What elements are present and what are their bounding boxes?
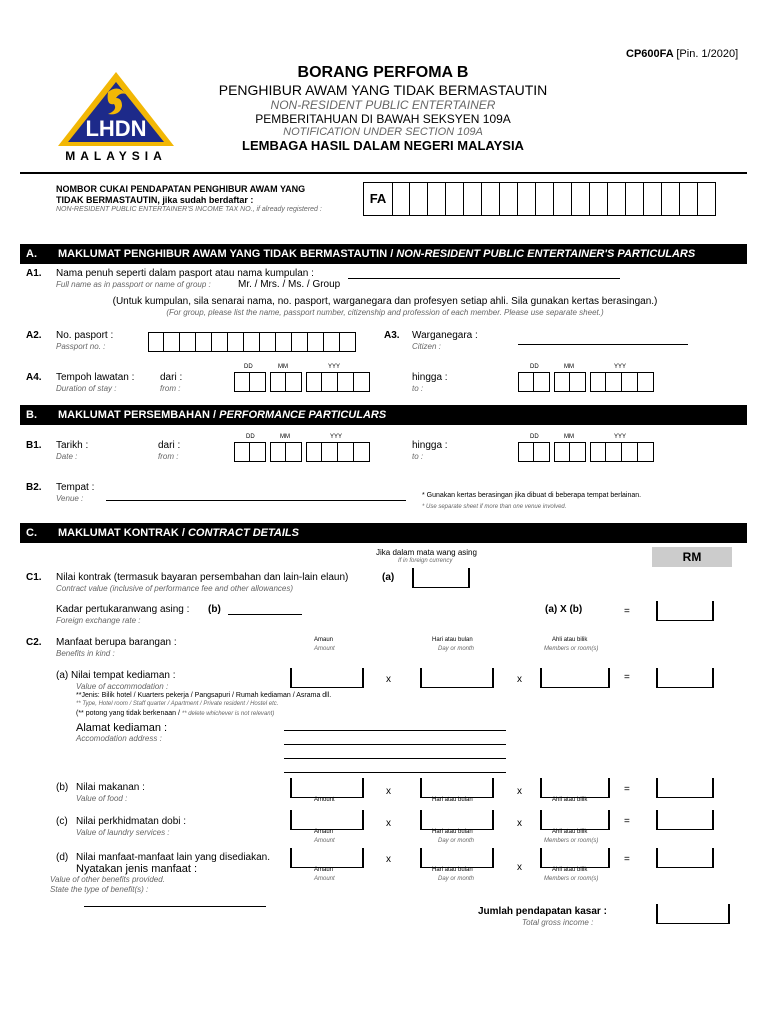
yyy-label: YYY [330,434,343,440]
yyy-label: YYY [614,364,627,370]
strike-note: (** potong yang tidak berkenaan / ** delete whichever is not relevant) [76,710,275,717]
address-line-1[interactable] [284,730,506,731]
accommodation-total-field[interactable] [656,668,714,688]
from-label-en: from : [160,384,181,393]
stay-from-date-cells[interactable] [234,372,370,392]
notice-title: PEMBERITAHUAN DI BAWAH SEKSYEN 109A [255,112,511,126]
address-label-en: Accomodation address : [76,734,162,743]
food-total-field[interactable] [656,778,714,798]
header-rule [20,172,747,174]
accommodation-type: **Jenis: Bilik hotel / Kuarters pekerja / Pangsapuri / Rumah kediaman / Asrama dll. [76,692,332,699]
laundry-total-field[interactable] [656,810,714,830]
to-label: hingga : [412,372,448,383]
amount-header-en: Amount [314,646,335,652]
a2-code: A2. [26,330,42,341]
mm-label: MM [278,364,288,370]
laundry-amount-field[interactable] [290,810,364,830]
benefit-type-line[interactable] [84,906,266,907]
mm-label: MM [564,434,574,440]
other-benefit-label: Nilai manfaat-manfaat lain yang disediakan. [76,852,270,863]
days-caption: Hari atau bulan [432,867,473,873]
days-caption: Hari atau bulan [432,797,473,803]
other-benefit-type-label-en: State the type of benefit(s) : [50,885,149,894]
other-total-field[interactable] [656,848,714,868]
to-label-en: to : [412,384,424,393]
food-label: Nilai makanan : [76,782,145,793]
amount-caption-en: Amount [314,838,335,844]
equals: = [624,816,630,827]
full-name-line[interactable] [348,278,620,279]
a-times-b: (a) X (b) [545,604,583,615]
mm-label: MM [280,434,290,440]
days-caption-en: Day or month [438,838,475,844]
times-sign: x [386,786,391,797]
amount-caption-en: Amount [314,876,335,882]
amount-caption: Amount [314,797,335,803]
contract-value-rm-field[interactable] [656,601,714,621]
form-title: BORANG PERFOMA B [297,64,469,81]
rm-header: RM [652,547,732,567]
a4-code: A4. [26,372,42,383]
form-subtitle-en: NON-RESIDENT PUBLIC ENTERTAINER [270,98,496,112]
c2-label-en: Benefits in kind : [56,649,115,658]
equals: = [624,672,630,683]
a2-label: No. pasport : [56,330,114,341]
address-line-3[interactable] [284,758,506,759]
c2-code: C2. [26,637,42,648]
svg-text:LHDN: LHDN [85,116,147,141]
members-caption-en: Members or room(s) [544,876,599,882]
dd-label: DD [530,364,539,370]
amount-caption: Amaun [314,867,334,873]
days-caption: Hari atau bulan [432,829,473,835]
a2-label-en: Passport no. : [56,342,106,351]
other-benefit-type-label: Nyatakan jenis manfaat : [76,863,198,875]
passport-no-cells[interactable] [148,332,356,352]
accommodation-days-field[interactable] [420,668,494,688]
c1-label-en: Contract value (inclusive of performance fee and other allowances) [56,584,294,593]
food-label-en: Value of food : [76,794,128,803]
total-gross-income-field[interactable] [656,904,730,924]
a1-label-en: Full name as in passport or name of group : [56,280,211,289]
from-label-en: from : [158,452,179,461]
equals: = [624,784,630,795]
a1-label: Nama penuh seperti dalam pasport atau nama kumpulan : [56,268,314,279]
days-header: Hari atau bulan [432,637,473,643]
laundry-members-field[interactable] [540,810,610,830]
from-label: dari : [160,372,183,383]
members-caption: Ahli atau bilik [552,867,588,873]
times-sign: x [517,818,522,829]
tax-no-label-en: NON-RESIDENT PUBLIC ENTERTAINER'S INCOME TAX NO., if already registered : [56,206,322,213]
mm-label: MM [564,364,574,370]
days-caption-en: Day or month [438,876,475,882]
a3-code: A3. [384,330,400,341]
venue-note-en: * Use separate sheet if more than one venue involved. [422,504,567,510]
contract-value-field[interactable] [412,568,470,588]
food-members-field[interactable] [540,778,610,798]
laundry-days-field[interactable] [420,810,494,830]
dd-label: DD [246,434,255,440]
foreign-currency-label-en: If in foreign currency [398,558,453,564]
food-days-field[interactable] [420,778,494,798]
b2-code: B2. [26,482,42,493]
other-members-field[interactable] [540,848,610,868]
tax-no-label: NOMBOR CUKAI PENDAPATAN PENGHIBUR AWAM YANG TIDAK BERMASTAUTIN, jika sudah berdaftar : [56,184,306,205]
yyy-label: YYY [328,364,341,370]
total-gross-income-label: Jumlah pendapatan kasar : [478,906,607,917]
address-line-4[interactable] [284,772,506,773]
section-c-header: C. MAKLUMAT KONTRAK / CONTRACT DETAILS [20,523,747,543]
times-sign: x [386,854,391,865]
c1-code: C1. [26,572,42,583]
laundry-mark: (c) [56,816,68,827]
b2-label: Tempat : [56,482,95,493]
times-sign: x [517,862,522,873]
venue-note: * Gunakan kertas berasingan jika dibuat di beberapa tempat berlainan. [422,492,642,499]
tax-no-prefix: FA [363,182,393,216]
to-label: hingga : [412,440,448,451]
other-amount-field[interactable] [290,848,364,868]
tax-no-cells[interactable] [392,182,716,216]
group-note: (Untuk kumpulan, sila senarai nama, no. pasport, warganegara dan profesyen setiap ahli. Sila gunakan kertas berasingan.) [112,296,658,307]
exchange-rate-field[interactable] [228,614,302,615]
group-note-en: (For group, please list the name, passport number, citizenship and profession of each member. Please use separate sheet.) [166,308,604,317]
stay-to-date-cells[interactable] [518,372,654,392]
total-gross-income-label-en: Total gross income : [522,918,594,927]
amount-header: Amaun [314,637,334,643]
a3-label-en: Citizen : [412,342,441,351]
svg-text:MALAYSIA: MALAYSIA [65,149,167,162]
times-sign: x [386,674,391,685]
c2-label: Manfaat berupa barangan : [56,637,177,648]
equals: = [624,854,630,865]
b1-code: B1. [26,440,42,451]
from-label: dari : [158,440,181,451]
accommodation-amount-field[interactable] [290,668,364,688]
other-benefit-label-en: Value of other benefits provided. [50,875,165,884]
days-header-en: Day or month [438,646,475,652]
a4-label: Tempoh lawatan : [56,372,135,383]
form-subtitle: PENGHIBUR AWAM YANG TIDAK BERMASTAUTIN [218,82,548,98]
yyy-label: YYY [614,434,627,440]
b2-label-en: Venue : [56,494,84,503]
equals: = [624,606,630,617]
amount-caption: Amaun [314,829,334,835]
citizen-line[interactable] [518,344,688,345]
address-label: Alamat kediaman : [76,722,168,734]
a4-label-en: Duration of stay : [56,384,117,393]
b1-label: Tarikh : [56,440,89,451]
exchange-rate-label-en: Foreign exchange rate : [56,616,141,625]
agency-name: LEMBAGA HASIL DALAM NEGERI MALAYSIA [242,138,524,153]
other-days-field[interactable] [420,848,494,868]
food-amount-field[interactable] [290,778,364,798]
members-caption: Ahli atau bilik [552,829,588,835]
venue-line[interactable] [106,500,406,501]
section-a-header: A. MAKLUMAT PENGHIBUR AWAM YANG TIDAK BERMASTAUTIN / NON-RESIDENT PUBLIC ENTERTAINER'S PARTICULARS [20,244,747,264]
times-sign: x [386,818,391,829]
to-label-en: to : [412,452,424,461]
performance-to-date-cells[interactable] [518,442,654,462]
dd-label: DD [244,364,253,370]
accommodation-label-en: Value of accommodation : [76,682,169,691]
performance-from-date-cells[interactable] [234,442,370,462]
title-options: Mr. / Mrs. / Ms. / Group [238,279,341,290]
members-caption: Ahli atau bilik [552,797,588,803]
lhdn-logo [56,70,176,162]
accommodation-label: (a) Nilai tempat kediaman : [56,670,176,681]
foreign-currency-label: Jika dalam mata wang asing [376,548,477,557]
food-mark: (b) [56,782,69,793]
laundry-label: Nilai perkhidmatan dobi : [76,816,187,827]
c1-label: Nilai kontrak (termasuk bayaran persembahan dan lain-lain elaun) [56,572,349,583]
other-mark: (d) [56,852,69,863]
a3-label: Warganegara : [412,330,478,341]
dd-label: DD [530,434,539,440]
mark-a: (a) [382,572,395,583]
section-b-header: B. MAKLUMAT PERSEMBAHAN / PERFORMANCE PARTICULARS [20,405,747,425]
members-caption-en: Members or room(s) [544,838,599,844]
times-sign: x [517,786,522,797]
laundry-label-en: Value of laundry services : [76,828,170,837]
accommodation-type-en: ** Type, Hotel room / Staff quarter / Apartment / Private resident / Hostel etc. [76,701,279,707]
accommodation-members-field[interactable] [540,668,610,688]
notice-title-en: NOTIFICATION UNDER SECTION 109A [283,126,483,138]
members-header-en: Members or room(s) [544,646,599,652]
exchange-rate-label: Kadar pertukaranwang asing : [56,604,190,615]
address-line-2[interactable] [284,744,506,745]
a1-code: A1. [26,268,42,279]
times-sign: x [517,674,522,685]
members-header: Ahli atau bilik [552,637,588,643]
form-code: CP600FA [Pin. 1/2020] [626,48,739,60]
mark-b: (b) [208,604,221,615]
b1-label-en: Date : [56,452,78,461]
